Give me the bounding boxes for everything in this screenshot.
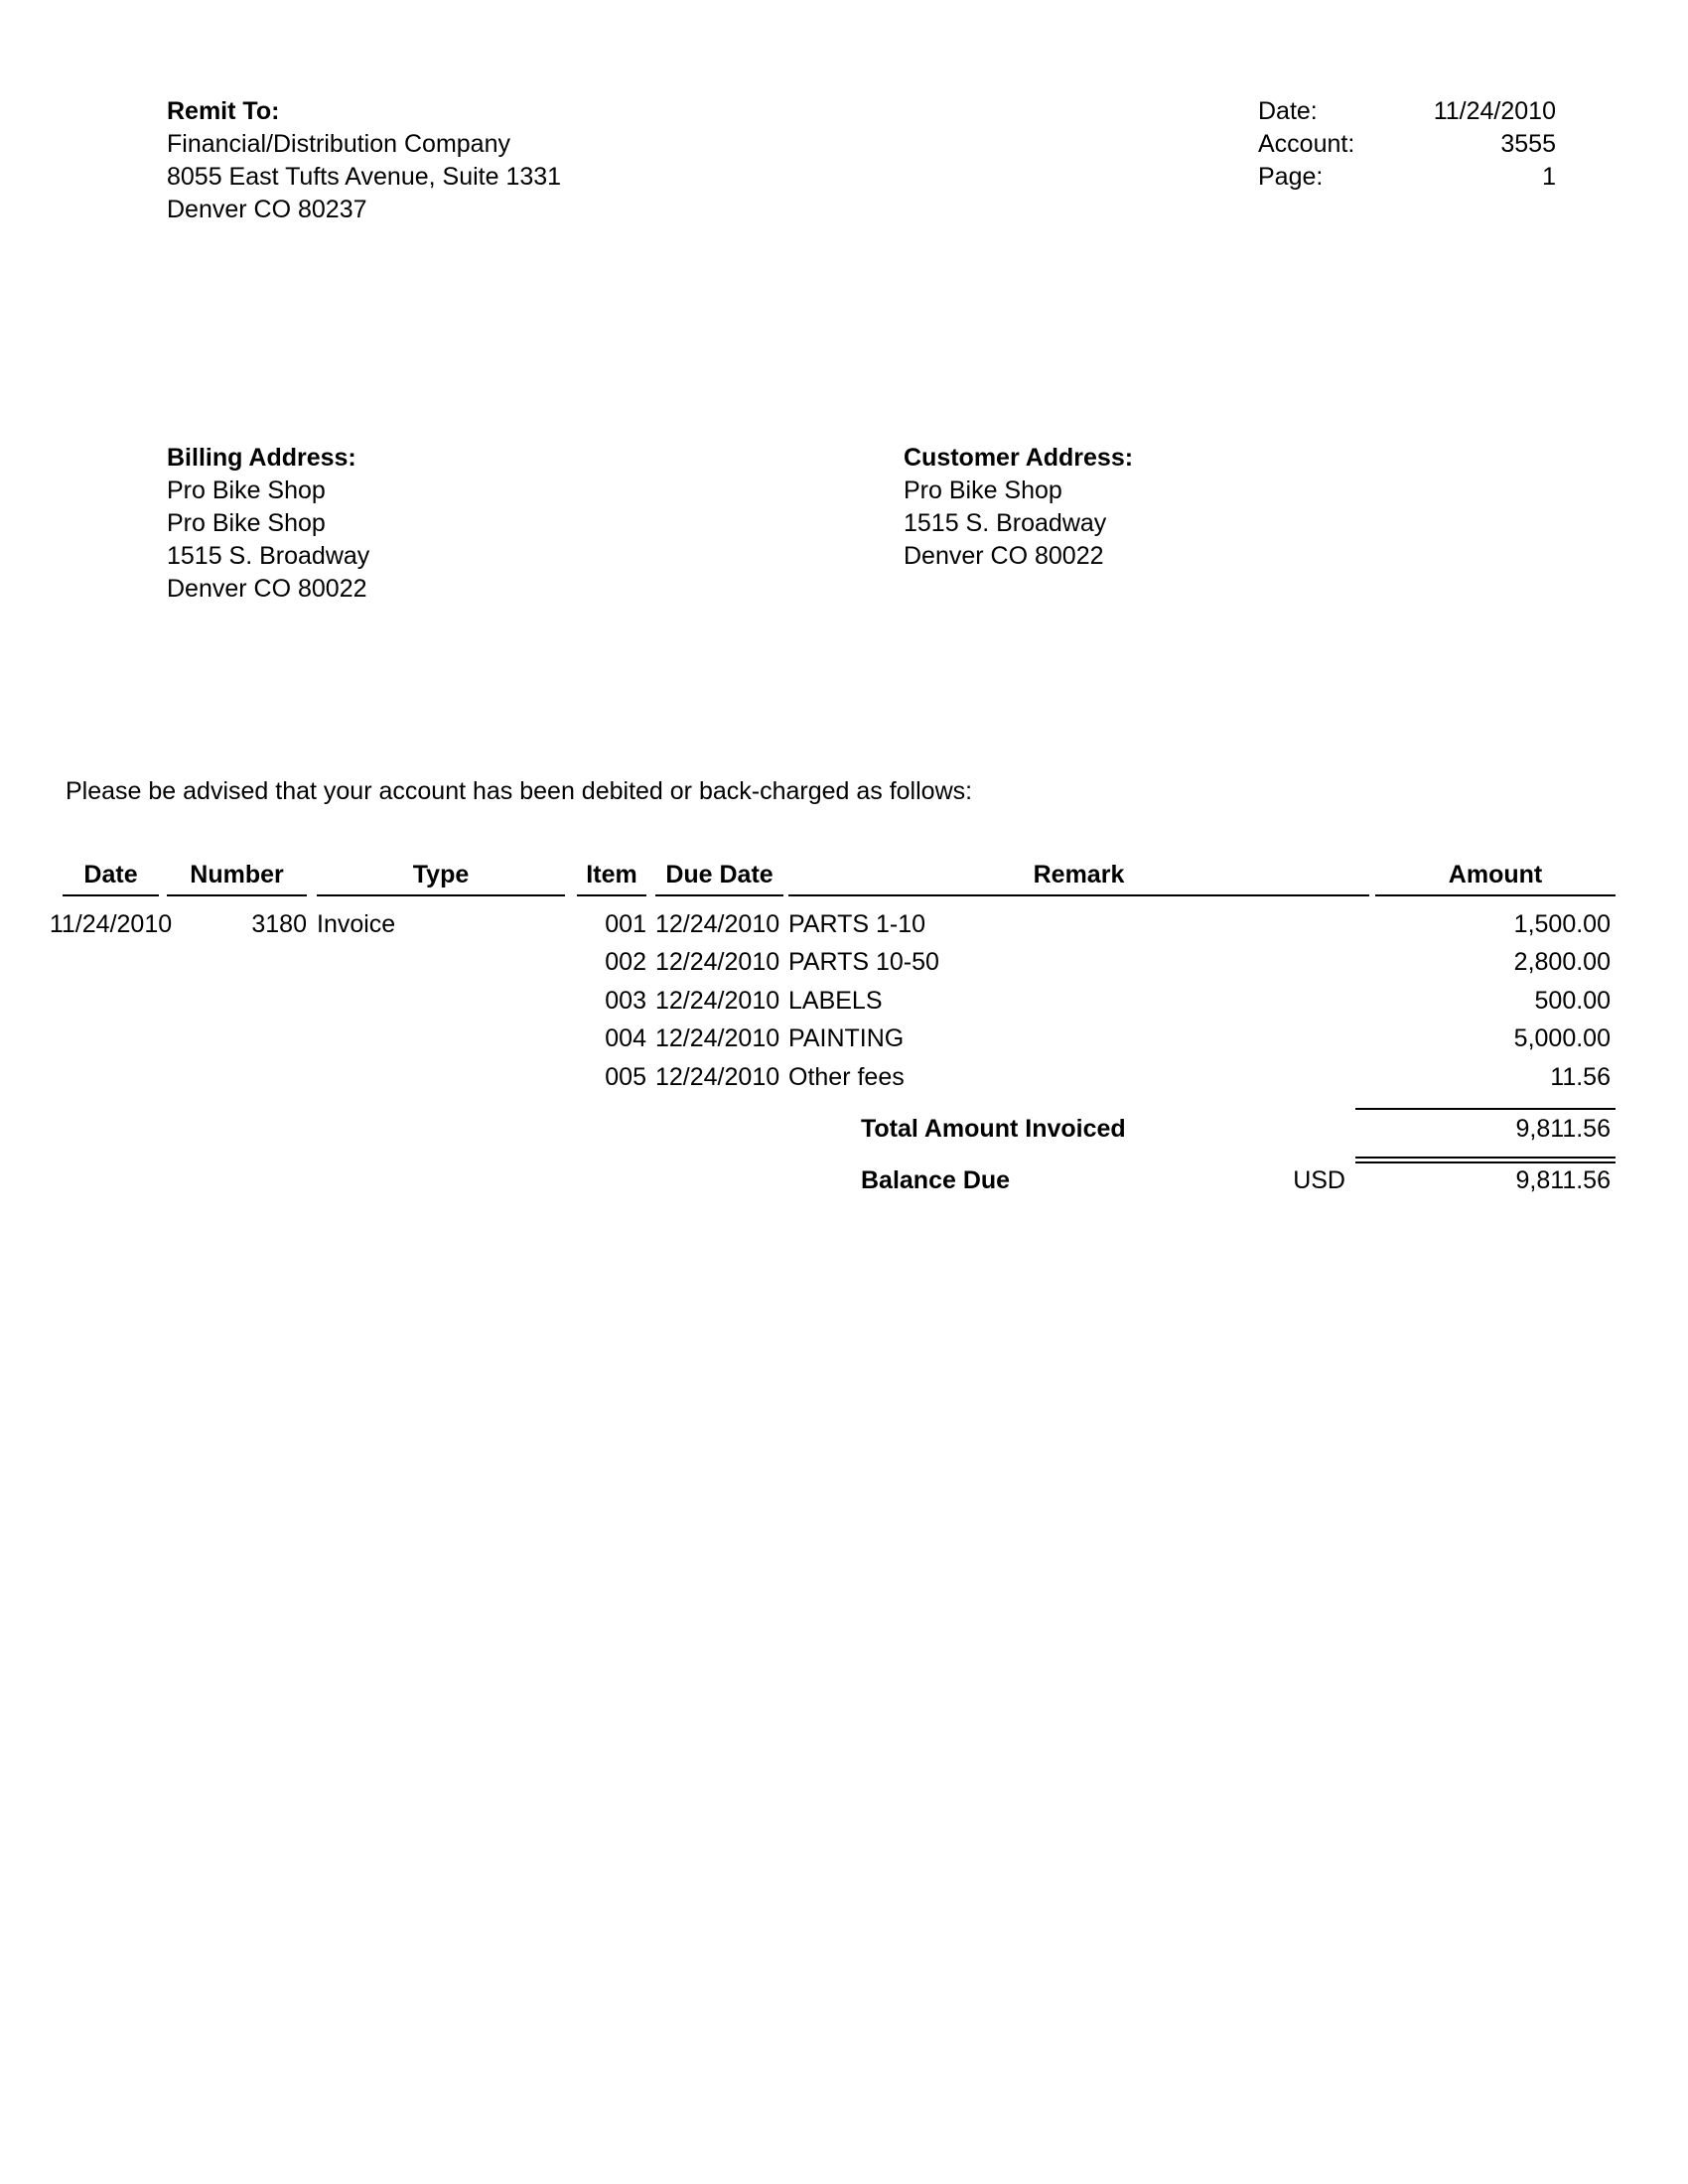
remit-to-street: 8055 East Tufts Avenue, Suite 1331	[167, 163, 562, 191]
account-value: 3555	[1500, 130, 1556, 158]
billing-address-line: 1515 S. Broadway	[167, 542, 370, 570]
cell-due-date: 12/24/2010	[655, 910, 780, 938]
cell-item: 005	[605, 1062, 646, 1091]
date-value: 11/24/2010	[1433, 97, 1556, 125]
cell-remark: Other fees	[788, 1062, 905, 1091]
billing-address-line: Pro Bike Shop	[167, 477, 326, 504]
remit-to-city: Denver CO 80237	[167, 196, 367, 223]
cell-number	[167, 982, 307, 1020]
customer-address-line: Pro Bike Shop	[904, 477, 1062, 504]
cell-due-date: 12/24/2010	[655, 1024, 780, 1053]
column-header-item: Item	[577, 860, 646, 896]
cell-date	[63, 982, 159, 1020]
column-header-date: Date	[63, 860, 159, 896]
cell-number	[167, 1020, 307, 1057]
cell-number: 3180	[251, 910, 307, 938]
date-label: Date:	[1258, 97, 1318, 125]
cell-date	[63, 943, 159, 981]
billing-address-label: Billing Address:	[167, 444, 356, 472]
cell-type	[317, 943, 565, 981]
cell-item: 003	[605, 986, 646, 1015]
cell-amount: 5,000.00	[1513, 1024, 1611, 1053]
currency-label: USD	[1293, 1166, 1345, 1194]
cell-due-date: 12/24/2010	[655, 948, 780, 977]
cell-item: 001	[605, 910, 646, 938]
balance-due-value: 9,811.56	[1515, 1166, 1611, 1194]
customer-address-block	[904, 442, 1133, 573]
billing-address-line: Pro Bike Shop	[167, 509, 326, 537]
document-meta-block	[1258, 95, 1556, 194]
balance-rule-double	[1355, 1157, 1616, 1163]
customer-address-label: Customer Address:	[904, 444, 1134, 472]
table-row	[63, 1058, 1616, 1096]
remit-to-company: Financial/Distribution Company	[167, 130, 510, 158]
column-header-remark: Remark	[788, 860, 1369, 896]
column-header-due-date: Due Date	[655, 860, 783, 896]
cell-type	[317, 982, 565, 1020]
cell-remark: LABELS	[788, 986, 883, 1015]
balance-due-label: Balance Due	[861, 1166, 1011, 1194]
notice-text: Please be advised that your account has been debited or back-charged as follows:	[66, 777, 973, 805]
cell-amount: 2,800.00	[1513, 948, 1611, 977]
page-value: 1	[1542, 163, 1556, 191]
invoice-table-body	[49, 905, 1616, 1096]
column-header-amount: Amount	[1375, 860, 1616, 896]
cell-date: 11/24/2010	[49, 910, 173, 938]
total-amount-invoiced-value: 9,811.56	[1515, 1115, 1611, 1143]
cell-due-date: 12/24/2010	[655, 1062, 780, 1091]
table-row	[63, 982, 1616, 1020]
meta-row-page	[1258, 161, 1556, 194]
remit-to-label: Remit To:	[167, 97, 280, 125]
customer-address-line: Denver CO 80022	[904, 542, 1104, 570]
cell-item: 002	[605, 948, 646, 977]
cell-remark: PARTS 1-10	[788, 910, 926, 938]
cell-amount: 1,500.00	[1513, 910, 1611, 938]
cell-due-date: 12/24/2010	[655, 986, 780, 1015]
column-header-number: Number	[167, 860, 307, 896]
total-rule-single	[1355, 1108, 1616, 1110]
meta-row-account	[1258, 128, 1556, 161]
cell-type: Invoice	[317, 910, 396, 938]
cell-item: 004	[605, 1024, 646, 1053]
billing-address-line: Denver CO 80022	[167, 575, 367, 603]
cell-date	[63, 1020, 159, 1057]
cell-number	[167, 1058, 307, 1096]
account-label: Account:	[1258, 130, 1355, 158]
column-header-type: Type	[317, 860, 565, 896]
cell-remark: PARTS 10-50	[788, 948, 939, 977]
cell-remark: PAINTING	[788, 1024, 905, 1053]
cell-type	[317, 1058, 565, 1096]
table-header-row	[63, 860, 1616, 896]
table-row	[49, 905, 1616, 943]
meta-row-date	[1258, 95, 1556, 128]
cell-date	[63, 1058, 159, 1096]
customer-address-line: 1515 S. Broadway	[904, 509, 1107, 537]
cell-amount: 500.00	[1534, 986, 1611, 1015]
table-row	[63, 943, 1616, 981]
table-row	[63, 1020, 1616, 1057]
total-amount-invoiced-label: Total Amount Invoiced	[861, 1115, 1126, 1143]
cell-number	[167, 943, 307, 981]
cell-type	[317, 1020, 565, 1057]
billing-address-block	[167, 442, 369, 606]
page-label: Page:	[1258, 163, 1324, 191]
cell-amount: 11.56	[1550, 1062, 1611, 1091]
remit-to-block	[167, 95, 561, 226]
